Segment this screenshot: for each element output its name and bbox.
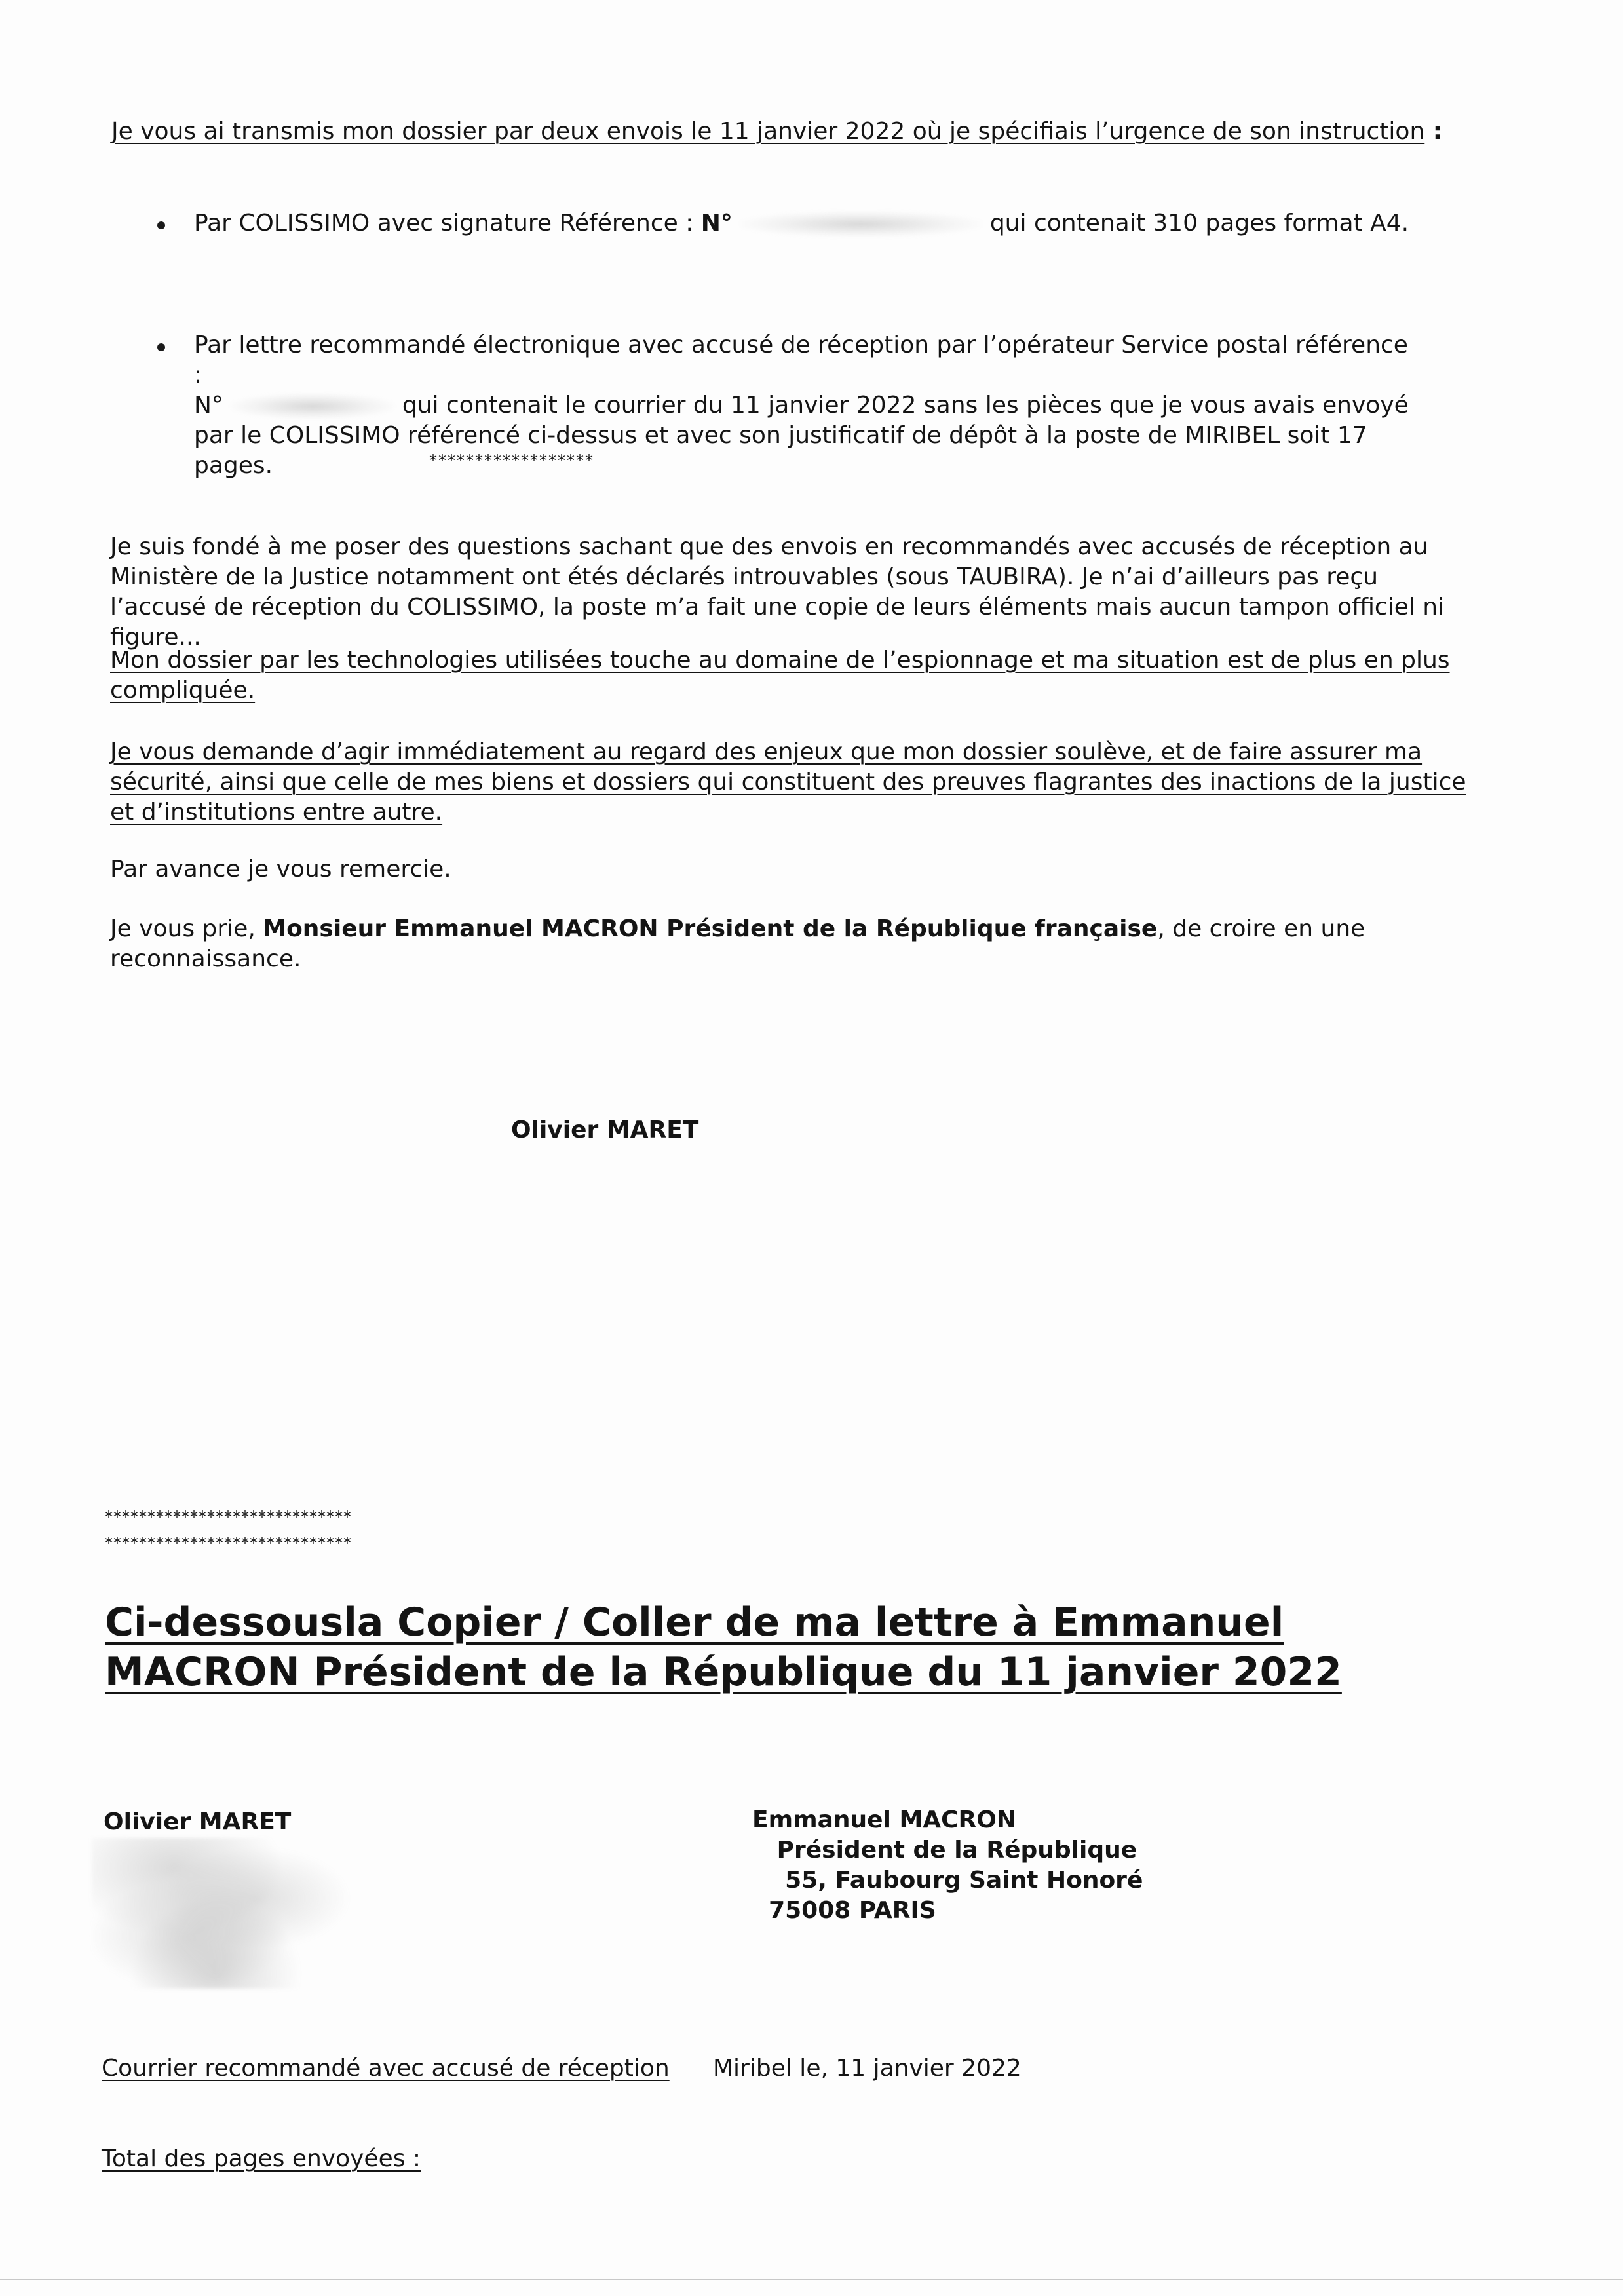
closing-end: , de croire en une reconnaissance. xyxy=(110,915,1365,972)
sender-name: Olivier MARET xyxy=(104,1808,292,1835)
separator-stars: ****************** xyxy=(429,451,594,470)
recipient-name: Emmanuel MACRON xyxy=(752,1807,1017,1833)
separator-long-line: ***************************** xyxy=(105,1534,352,1552)
bullet-dot-icon xyxy=(157,221,165,229)
registered-mail-note: Courrier recommandé avec accusé de réception xyxy=(102,2055,670,2082)
recipient-title: Président de la République xyxy=(752,1837,1137,1864)
copy-heading xyxy=(105,1598,1481,1697)
paragraph-thanks: Par avance je vous remercie. xyxy=(110,856,451,883)
paragraph-closing xyxy=(110,914,1421,974)
closing-start: Je vous prie, xyxy=(110,915,263,942)
recipient-address xyxy=(752,1805,1143,1926)
separator-long xyxy=(105,1504,352,1556)
bullet-lettre-ref-label: N° xyxy=(194,392,223,419)
paragraph-questions: Je suis fondé à me poser des questions sachant que des envois en recommandés avec accusés de réception au Ministère de la Justice notamment ont étés déclarés introuvables (sous TAUBIRA). Je n’ai d’ailleurs pas reçu l’accusé de réception du COLISSIMO, la poste m’a fait une copie de leurs éléments mais aucun tampon officiel ni figure... xyxy=(110,533,1445,651)
bullet-colissimo-prefix: Par COLISSIMO avec signature Référence : xyxy=(194,210,701,237)
redacted-reference xyxy=(740,211,982,237)
bullet-colissimo-suffix: qui contenait 310 pages format A4. xyxy=(989,210,1409,237)
page-bottom-rule xyxy=(0,2279,1623,2280)
total-pages-label: Total des pages envoyées : xyxy=(102,2145,421,2172)
separator-long-line: ***************************** xyxy=(105,1508,352,1526)
bullet-lettre-rest: qui contenait le courrier du 11 janvier 2022 sans les pièces que je vous avais envoyé par le COLISSIMO référencé ci-dessus et avec son justificatif de dépôt à la poste de MIRIBEL soit 17 pages. xyxy=(194,392,1409,479)
bullet-dot-icon xyxy=(157,343,165,351)
copy-heading-line1: Ci-dessousla Copier / Coller de ma lettre à Emmanuel xyxy=(105,1599,1284,1645)
recipient-city: 75008 PARIS xyxy=(752,1897,936,1924)
intro-text: Je vous ai transmis mon dossier par deux envois le 11 janvier 2022 où je spécifiais l’urgence de son instruction xyxy=(111,118,1425,145)
intro-line xyxy=(111,117,1553,147)
bullet-colissimo xyxy=(157,208,1422,239)
signature-name: Olivier MARET xyxy=(511,1117,699,1143)
recipient-street: 55, Faubourg Saint Honoré xyxy=(752,1867,1143,1894)
copy-heading-line2: MACRON Président de la République du 11 janvier 2022 xyxy=(105,1649,1342,1695)
bullet-lettre-recommandee xyxy=(157,330,1422,481)
paragraph-demande: Je vous demande d’agir immédiatement au regard des enjeux que mon dossier soulève, et de faire assurer ma sécurité, ainsi que celle de mes biens et dossiers qui constituent des preuves flagrantes des inactions de la justice et d’institutions entre autre. xyxy=(110,738,1466,826)
redacted-sender-address xyxy=(92,1838,367,1989)
redacted-reference xyxy=(231,393,394,419)
bullet-lettre-line1: Par lettre recommandé électronique avec accusé de réception par l’opérateur Service postal référence : xyxy=(194,332,1408,389)
place-and-date: Miribel le, 11 janvier 2022 xyxy=(713,2055,1022,2082)
paragraph-dossier: Mon dossier par les technologies utilisées touche au domaine de l’espionnage et ma situation est de plus en plus compliquée. xyxy=(110,647,1450,704)
bullet-colissimo-ref-label: N° xyxy=(700,210,733,237)
closing-addressee: Monsieur Emmanuel MACRON Président de la République française xyxy=(263,915,1158,942)
intro-colon: : xyxy=(1424,118,1443,145)
